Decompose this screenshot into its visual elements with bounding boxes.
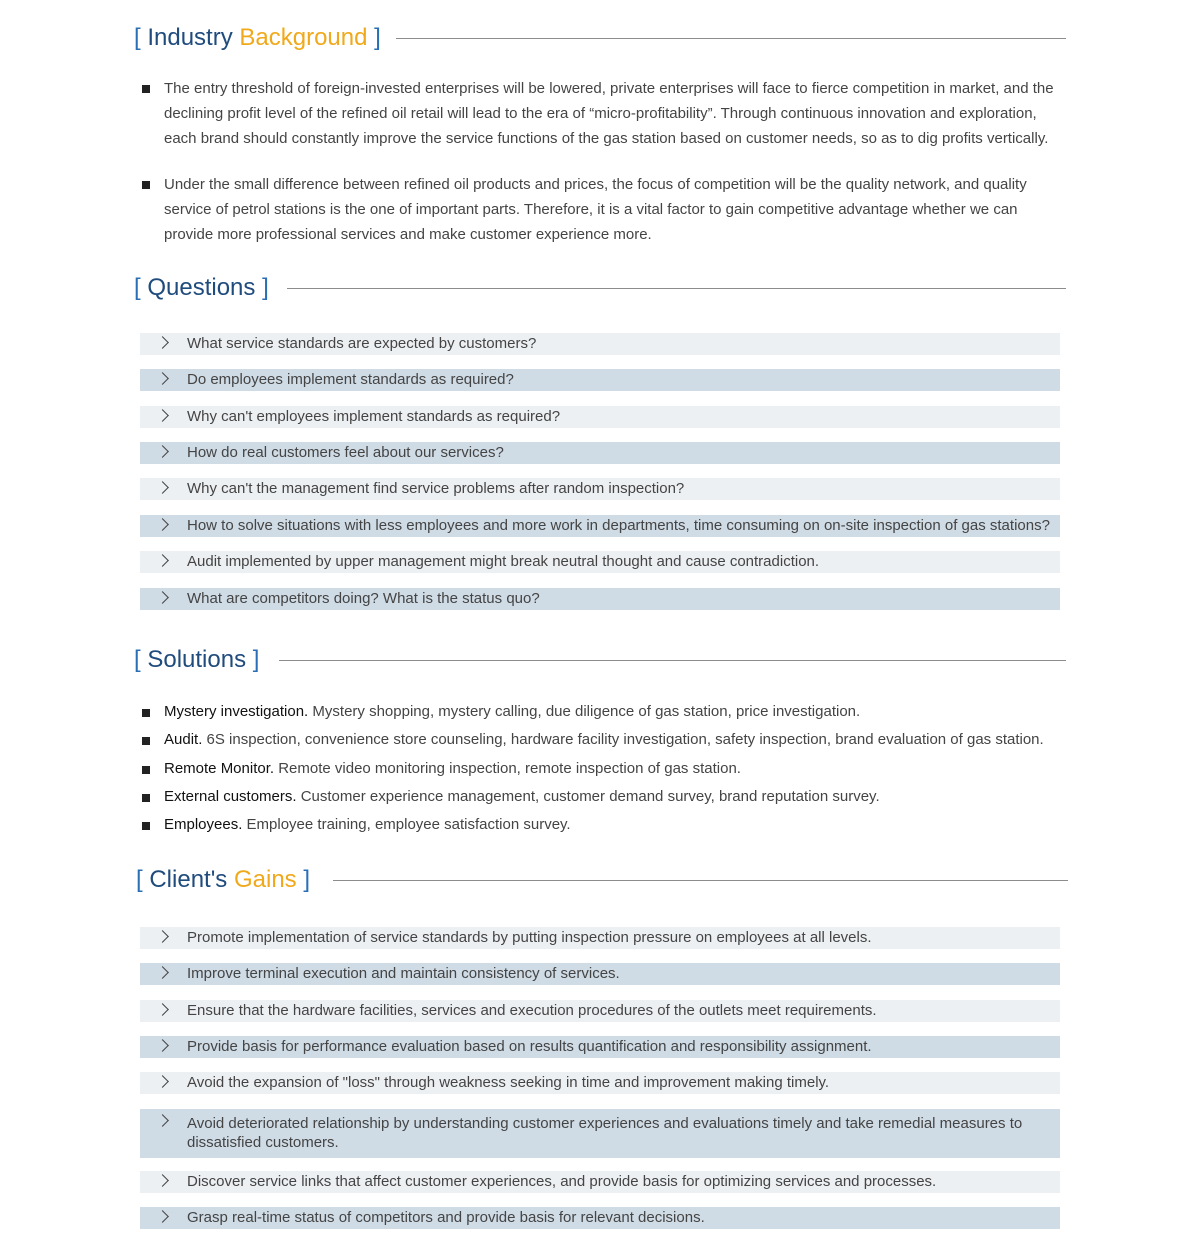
list-item — [140, 478, 1060, 500]
chevron-right-icon — [156, 1003, 169, 1016]
title-main: Client's — [149, 866, 228, 893]
solution-text: Employee training, employee satisfaction survey. — [242, 816, 571, 834]
list-item — [140, 927, 1060, 949]
section-header-questions — [134, 270, 1066, 306]
question-text: Do employees implement standards as required? — [187, 371, 514, 388]
list-item — [140, 1072, 1060, 1094]
section-divider — [333, 880, 1068, 881]
gain-text: Improve terminal execution and maintain consistency of services. — [187, 965, 620, 982]
section-header-solutions — [134, 642, 1066, 678]
chevron-right-icon — [156, 554, 169, 567]
bracket-close: ] — [262, 274, 269, 301]
list-item — [140, 1207, 1060, 1229]
list-item — [140, 588, 1060, 610]
list-item — [140, 1000, 1060, 1022]
list-item — [140, 333, 1060, 355]
solutions-list — [140, 698, 1070, 839]
chevron-right-icon — [156, 518, 169, 531]
solution-text: 6S inspection, convenience store counseling, hardware facility investigation, safety inspection, brand evaluation of gas station. — [202, 731, 1044, 749]
list-item — [140, 406, 1060, 428]
title-accent: Gains — [233, 866, 297, 893]
question-text: Why can't the management find service problems after random inspection? — [187, 480, 685, 497]
chevron-right-icon — [156, 1174, 169, 1187]
solution-text: Remote video monitoring inspection, remote inspection of gas station. — [274, 759, 741, 777]
square-bullet-icon — [142, 822, 150, 830]
question-text: Why can't employees implement standards as required? — [187, 408, 561, 425]
bracket-close: ] — [303, 866, 311, 893]
solution-text: Customer experience management, customer demand survey, brand reputation survey. — [296, 787, 880, 805]
list-item — [140, 963, 1060, 985]
square-bullet-icon — [142, 737, 150, 745]
section-divider — [287, 288, 1066, 289]
gain-text: Grasp real-time status of competitors and provide basis for relevant decisions. — [187, 1209, 705, 1226]
chevron-right-icon — [156, 966, 169, 979]
list-item — [140, 172, 1070, 247]
list-item — [140, 369, 1060, 391]
square-bullet-icon — [142, 794, 150, 802]
solution-heading: Employees. — [164, 816, 243, 834]
square-bullet-icon — [142, 709, 150, 717]
bracket-close: ] — [374, 24, 381, 51]
title-main: Industry — [147, 24, 233, 51]
paragraph-text: Under the small difference between refined oil products and prices, the focus of competition will be the quality network, and quality service of petrol stations is the one of important parts. Therefore, it is a vital factor to gain competitive advantage whether we can provide more professional services and make customer experience more. — [164, 176, 1027, 243]
question-text: How do real customers feel about our services? — [187, 444, 504, 461]
section-divider — [279, 660, 1066, 661]
gain-text: Promote implementation of service standards by putting inspection pressure on employees at all levels. — [187, 929, 872, 946]
industry-background-list — [140, 76, 1070, 247]
question-text: What service standards are expected by customers? — [187, 335, 537, 352]
section-header-industry-background — [134, 20, 1066, 56]
list-item — [140, 698, 1070, 726]
list-item — [140, 1171, 1060, 1193]
gain-text: Provide basis for performance evaluation based on results quantification and responsibility assignment. — [187, 1038, 872, 1055]
clients-gains-list — [140, 927, 1060, 1230]
title-main: Solutions — [147, 646, 247, 673]
section-divider — [396, 38, 1066, 39]
list-item — [140, 726, 1070, 754]
section-title — [134, 642, 259, 678]
section-title — [136, 862, 310, 898]
list-item — [140, 755, 1070, 783]
chevron-right-icon — [156, 930, 169, 943]
gain-text: Ensure that the hardware facilities, services and execution procedures of the outlets meet requirements. — [187, 1002, 877, 1019]
chevron-right-icon — [156, 409, 169, 422]
square-bullet-icon — [142, 181, 150, 189]
bracket-open: [ — [134, 24, 141, 51]
list-item — [140, 811, 1070, 839]
section-title — [134, 270, 269, 306]
chevron-right-icon — [156, 445, 169, 458]
solution-text: Mystery shopping, mystery calling, due diligence of gas station, price investigation. — [308, 703, 861, 720]
bracket-open: [ — [134, 646, 141, 673]
section-title — [134, 20, 381, 56]
list-item — [140, 551, 1060, 573]
bracket-open: [ — [136, 866, 143, 893]
title-main: Questions — [147, 274, 256, 301]
paragraph-text: The entry threshold of foreign-invested enterprises will be lowered, private enterprises will face to fierce competition in market, and the declining profit level of the refined oil retail will lead to the era of “micro-profitability”. Through continuous innovation and exploration, each brand should constantly improve the service functions of the gas station based on customer needs, so as to dig profits vertically. — [164, 80, 1054, 147]
question-text: Audit implemented by upper management might break neutral thought and cause contradiction. — [187, 553, 820, 570]
chevron-right-icon — [156, 1039, 169, 1052]
list-item — [140, 1109, 1060, 1158]
solution-heading: External customers. — [164, 787, 297, 805]
bracket-close: ] — [252, 646, 260, 673]
chevron-right-icon — [156, 372, 169, 385]
question-text: How to solve situations with less employees and more work in departments, time consuming on on-site inspection of gas stations? — [187, 517, 1050, 534]
solution-heading: Mystery investigation. — [164, 703, 309, 720]
bracket-open: [ — [134, 274, 141, 301]
list-item — [140, 442, 1060, 464]
chevron-right-icon — [156, 1210, 169, 1223]
list-item — [140, 515, 1060, 537]
list-item — [140, 1036, 1060, 1058]
chevron-right-icon — [156, 591, 169, 604]
gain-text: Avoid deteriorated relationship by understanding customer experiences and evaluations timely and take remedial measures to dissatisfied customers. — [187, 1115, 1023, 1151]
gain-text: Discover service links that affect customer experiences, and provide basis for optimizing services and processes. — [187, 1173, 937, 1190]
question-text: What are competitors doing? What is the status quo? — [187, 590, 540, 607]
square-bullet-icon — [142, 85, 150, 93]
chevron-right-icon — [156, 1075, 169, 1088]
questions-list — [140, 333, 1060, 611]
list-item — [140, 783, 1070, 811]
solution-heading: Remote Monitor. — [164, 759, 275, 777]
solution-heading: Audit. — [164, 731, 203, 749]
square-bullet-icon — [142, 766, 150, 774]
chevron-right-icon — [156, 481, 169, 494]
gain-text: Avoid the expansion of "loss" through weakness seeking in time and improvement making timely. — [187, 1074, 830, 1091]
chevron-right-icon — [156, 1114, 169, 1127]
list-item — [140, 76, 1070, 151]
section-header-clients-gains — [136, 862, 1068, 898]
title-accent: Background — [239, 24, 368, 51]
chevron-right-icon — [156, 336, 169, 349]
